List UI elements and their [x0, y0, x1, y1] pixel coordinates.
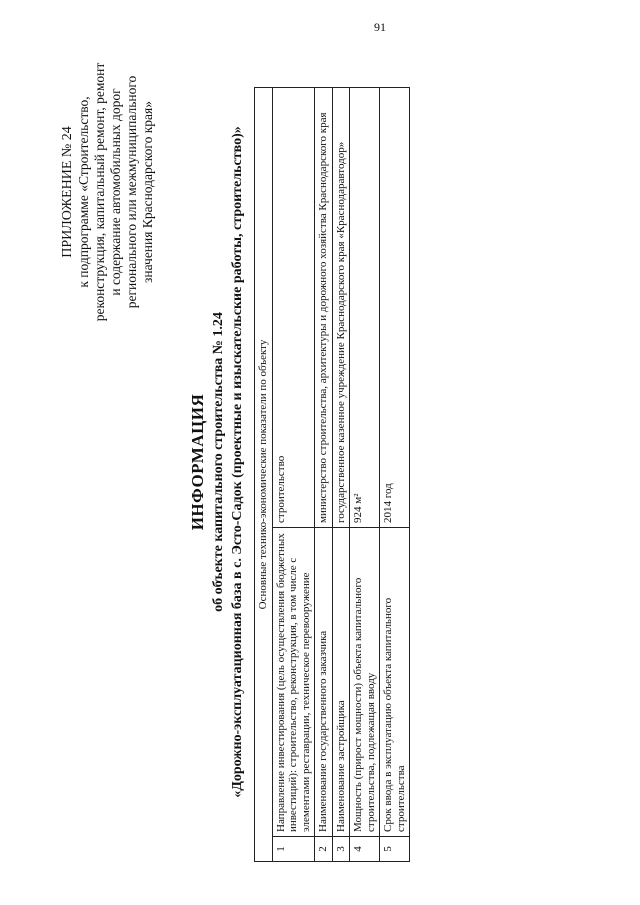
row-value: государственное казенное учреждение Краснодарского края «Краснодаравтодор»	[332, 88, 350, 528]
row-value: 924 м²	[350, 88, 380, 528]
row-indicator: Мощность (прирост мощности) объекта капитального строительства, подлежащая вводу	[350, 528, 380, 837]
rotated-landscape-content	[60, 12, 580, 892]
table-header-row	[255, 88, 273, 862]
row-number: 3	[332, 837, 350, 862]
object-subtitle: об объекте капитального строительства № 1.24	[211, 312, 226, 612]
page-number: 91	[374, 20, 386, 34]
indicators-table	[254, 87, 410, 862]
table-row	[272, 88, 315, 862]
document-heading	[188, 42, 246, 882]
table-row	[315, 88, 333, 862]
appendix-text-line: регионального или межмуниципального	[124, 75, 139, 309]
row-indicator: Срок ввода в эксплуатацию объекта капитального строительства	[380, 528, 410, 837]
appendix-block	[60, 22, 156, 362]
appendix-text-line: к подпрограмме «Строительство,	[76, 96, 91, 288]
document-title: ИНФОРМАЦИЯ	[188, 393, 207, 531]
appendix-text-line: реконструкция, капитальный ремонт, ремонт	[92, 62, 107, 322]
row-number: 4	[350, 837, 380, 862]
row-value: министерство строительства, архитектуры и дорожного хозяйства Краснодарского края	[315, 88, 333, 528]
row-number: 1	[272, 837, 315, 862]
appendix-text-line: значения Краснодарского края»	[140, 101, 155, 283]
row-number: 2	[315, 837, 333, 862]
appendix-number: ПРИЛОЖЕНИЕ № 24	[60, 126, 75, 258]
row-value: строительство	[272, 88, 315, 528]
table-row	[380, 88, 410, 862]
row-number: 5	[380, 837, 410, 862]
row-indicator: Наименование государственного заказчика	[315, 528, 333, 837]
object-name: «Дорожно-эксплуатационная база в с. Эсто-Садок (проектные и изыскательские работы, строительство)»	[230, 126, 245, 798]
table-row	[332, 88, 350, 862]
row-indicator: Направление инвестирования (цель осуществления бюджетных инвестиций): строительство, реконструкция, в том числе с элементами реставрации, техническое перевооружение	[272, 528, 315, 837]
table-row	[350, 88, 380, 862]
row-value: 2014 год	[380, 88, 410, 528]
appendix-text-line: и содержание автомобильных дорог	[108, 88, 123, 296]
row-indicator: Наименование застройщика	[332, 528, 350, 837]
table-header: Основные технико-экономические показатели по объекту	[255, 88, 273, 862]
